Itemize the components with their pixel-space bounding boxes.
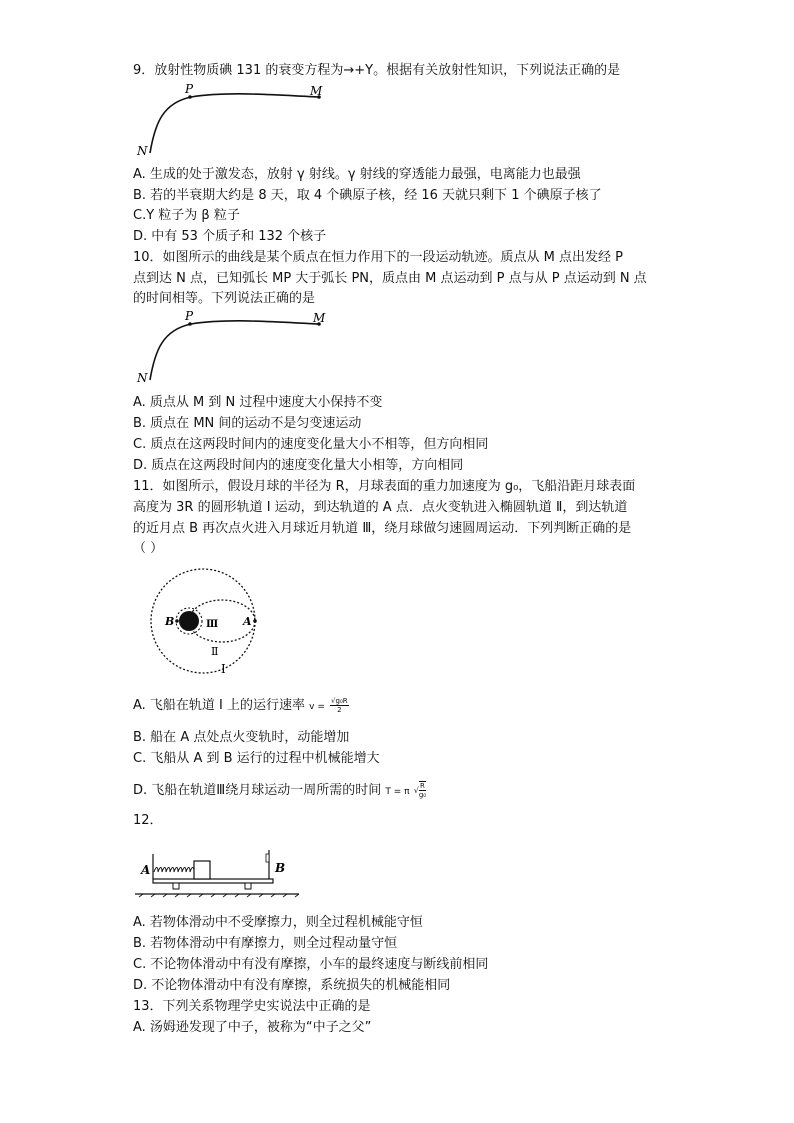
q12-label-b: B [275, 861, 286, 875]
q10-label-p: P [185, 310, 194, 323]
q11-label-i: Ⅰ [221, 662, 226, 676]
q9-label-n: N [137, 144, 148, 158]
q12-cart-figure [133, 842, 303, 902]
q11-option-d-text: D. 飞船在轨道Ⅲ绕月球运动一周所需的时间 [133, 783, 382, 798]
q9-label-m: M [310, 84, 323, 98]
q12-option-d: D. 不论物体滑动中有没有摩擦，系统损失的机械能相同 [133, 978, 451, 993]
q11-option-d [133, 781, 426, 801]
q11-option-a-numerator: √g₀R [331, 697, 348, 705]
q11-option-a-fraction [330, 697, 349, 714]
q10-stem-line-1: 10．如图所示的曲线是某个质点在恒力作用下的一段运动轨迹。质点从 M 点出发经 P [133, 250, 623, 265]
q10-option-c: C. 质点在这两段时间内的速度变化量大小不相等，但方向相同 [133, 437, 489, 452]
q10-option-a: A. 质点从 M 到 N 过程中速度大小保持不变 [133, 395, 383, 410]
q11-option-d-numerator: R [420, 782, 425, 790]
q9-option-a: A. 生成的处于激发态，放射 γ 射线。γ 射线的穿透能力最强，电离能力也最强 [133, 167, 581, 182]
q12-option-b: B. 若物体滑动中有摩擦力，则全过程动量守恒 [133, 936, 398, 951]
q13-stem: 13．下列关系物理学史实说法中正确的是 [133, 999, 371, 1014]
q10-option-b: B. 质点在 MN 间的运动不是匀变速运动 [133, 416, 362, 431]
q11-option-d-lhs: T = π [385, 787, 410, 797]
q10-stem-line-2: 点到达 N 点，已知弧长 MP 大于弧长 PN，质点由 M 点运动到 P 点与从 P 点运动到 N 点 [133, 271, 647, 286]
q10-trajectory-figure [133, 310, 333, 390]
q11-label-b: B [165, 615, 175, 628]
q11-stem-line-1: 11．如图所示，假设月球的半径为 R，月球表面的重力加速度为 g₀，飞船沿距月球表面 [133, 479, 636, 494]
q10-option-d: D. 质点在这两段时间内的速度变化量大小相等，方向相同 [133, 458, 464, 473]
q11-option-d-denominator: g₀ [418, 791, 427, 799]
q9-option-d: D. 中有 53 个质子和 132 个核子 [133, 229, 327, 244]
q11-label-a: A [243, 615, 252, 628]
q12-option-c: C. 不论物体滑动中有没有摩擦，小车的最终速度与断线前相同 [133, 957, 489, 972]
q9-label-p: P [185, 83, 194, 96]
q10-label-m: M [313, 311, 326, 325]
q10-stem-line-3: 的时间相等。下列说法正确的是 [133, 291, 316, 306]
q11-option-a-text: A. 飞船在轨道 Ⅰ 上的运行速率 [133, 698, 306, 713]
q11-option-d-radical: √ $\frac{R}{\text{g₀}}$ [413, 782, 427, 799]
q11-option-c: C. 飞船从 A 到 B 运行的过程中机械能增大 [133, 751, 380, 766]
q12-option-a: A. 若物体滑动中不受摩擦力，则全过程机械能守恒 [133, 915, 423, 930]
q10-label-n: N [137, 371, 148, 385]
q13-option-a: A. 汤姆逊发现了中子，被称为“中子之父” [133, 1020, 372, 1035]
q11-option-a [133, 697, 349, 716]
q11-option-a-denominator: 2 [337, 706, 342, 714]
q12-label-a: A [141, 863, 151, 877]
q11-option-a-lhs: v = [309, 702, 325, 712]
q9-stem: 9．放射性物质碘 131 的衰变方程为→+Y。根据有关放射性知识，下列说法正确的是 [133, 63, 621, 78]
q11-orbit-figure [133, 565, 273, 681]
q11-option-b: B. 船在 A 点处点火变轨时，动能增加 [133, 730, 350, 745]
q9-trajectory-figure [133, 83, 333, 163]
q11-label-iii: Ⅲ [206, 619, 219, 630]
q9-option-b: B. 若的半衰期大约是 8 天，取 4 个碘原子核，经 16 天就只剩下 1 个碘原子核了 [133, 188, 602, 203]
q12-number: 12． [133, 813, 163, 828]
q11-stem-line-2: 高度为 3R 的圆形轨道 Ⅰ 运动，到达轨道的 A 点．点火变轨进入椭圆轨道 Ⅱ，到达轨道 [133, 500, 628, 515]
q9-option-c: C.Y 粒子为 β 粒子 [133, 208, 240, 223]
q11-label-ii: Ⅱ [211, 645, 219, 658]
q11-stem-line-3: 的近月点 B 再次点火进入月球近月轨道 Ⅲ，绕月球做匀速圆周运动．下列判断正确的是 [133, 521, 632, 536]
q11-stem-line-4: （ ） [133, 541, 164, 556]
